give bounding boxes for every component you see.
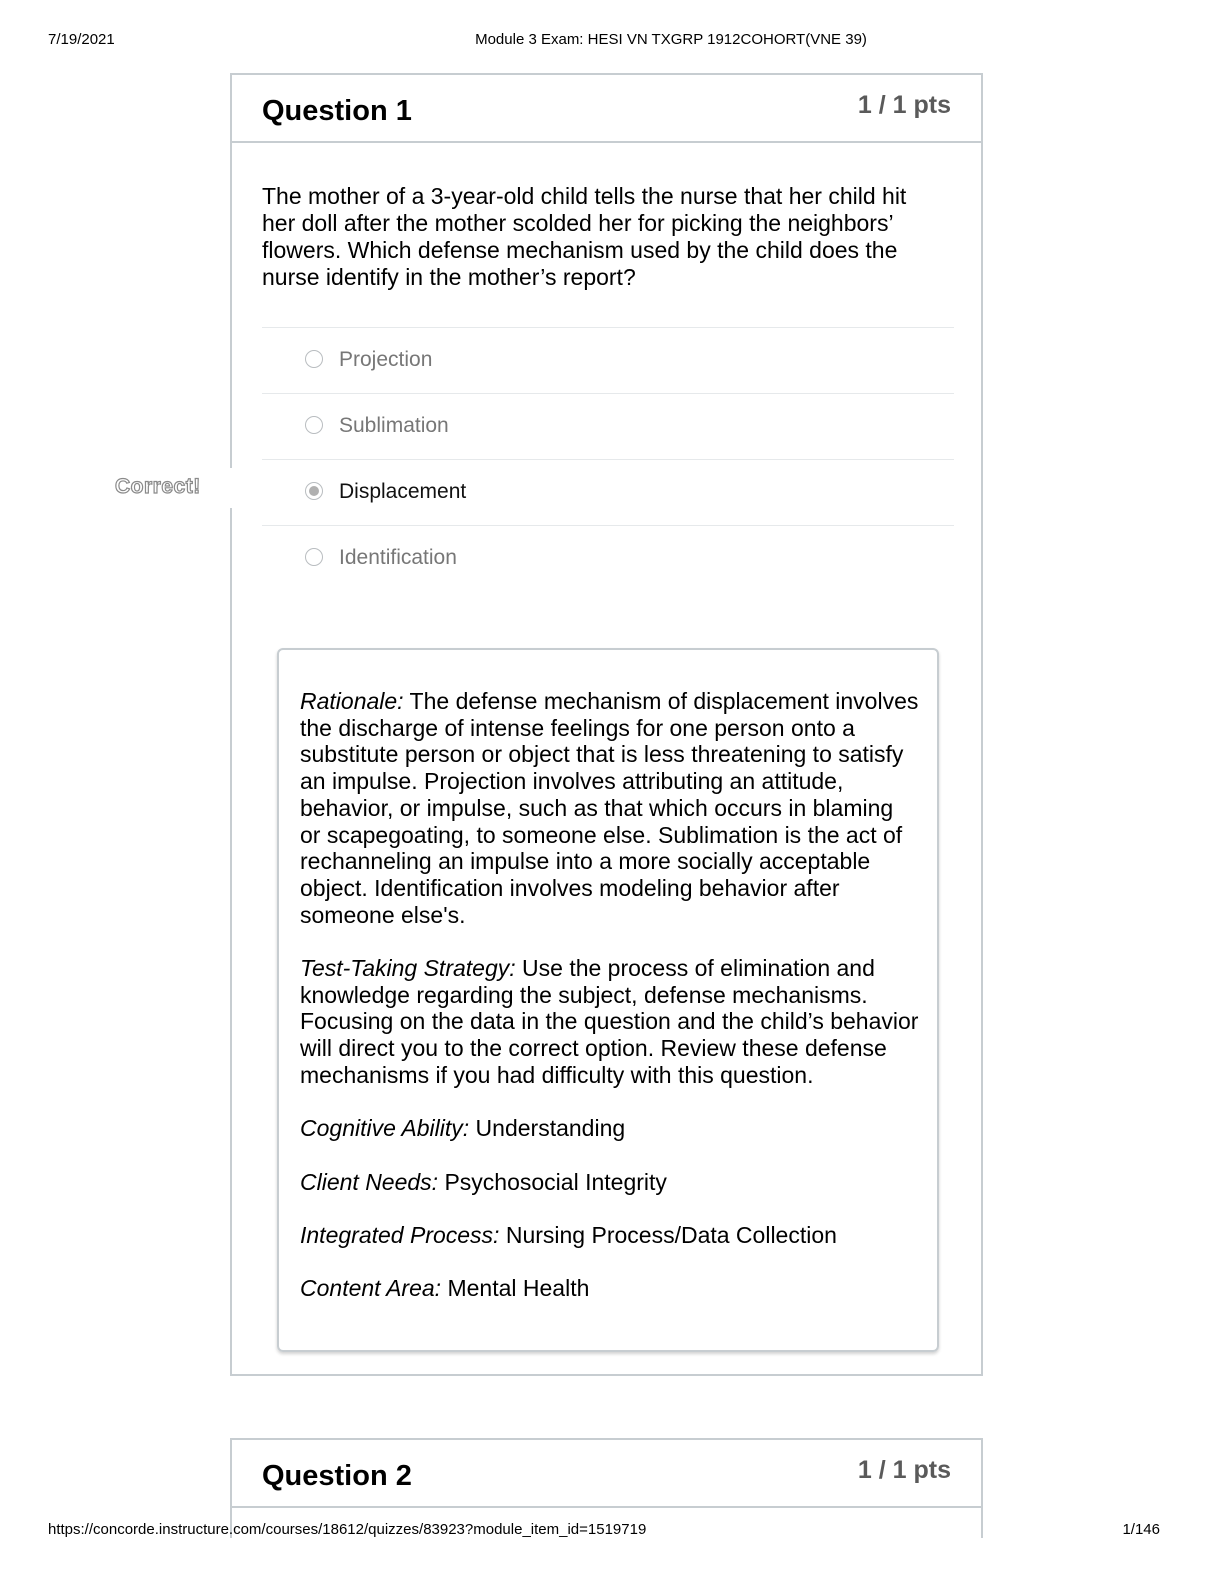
radio-button-icon[interactable] — [305, 548, 323, 566]
question-points: 1 / 1 pts — [857, 1456, 951, 1484]
answer-option[interactable] — [262, 525, 954, 591]
print-date: 7/19/2021 — [48, 31, 115, 48]
answer-label: Displacement — [339, 480, 467, 503]
rationale-text: The defense mechanism of displacement involves the discharge of intense feelings for one person onto a substitute person or object that is less threatening to satisfy an impulse. Projection involves attributing an attitude, behavior, or impulse, such as that which occurs in blaming or scapegoating, to someone else. Sublimation is the act of rechanneling an impulse into a more socially acceptable object. Identification involves modeling behavior after someone else's. — [300, 688, 919, 928]
correct-answer-flag: Correct! — [115, 475, 201, 498]
question-title: Question 1 — [262, 95, 412, 127]
radio-button-icon[interactable] — [305, 350, 323, 368]
process-paragraph — [300, 1222, 920, 1249]
answer-list — [262, 327, 954, 591]
content-area-text: Mental Health — [441, 1275, 590, 1302]
question-text: The mother of a 3-year-old child tells the nurse that her child hit her doll after the mother scolded her for picking the neighbors’ flowers. Which defense mechanism used by the child does the nurse identify in the mother’s report? — [262, 183, 907, 290]
rationale-paragraph — [300, 688, 920, 928]
cognitive-paragraph — [300, 1115, 920, 1142]
question-header — [232, 1440, 981, 1508]
process-text: Nursing Process/Data Collection — [499, 1222, 837, 1248]
print-url: https://concorde.instructure.com/courses/18612/quizzes/83923?module_item_id=1519719 — [48, 1521, 647, 1538]
client-needs-label: Client Needs: — [300, 1168, 439, 1195]
question-title: Question 2 — [262, 1460, 412, 1492]
rationale-body — [300, 688, 920, 1329]
strategy-text: Use the process of elimination and knowledge regarding the subject, defense mechanisms. Focusing on the data in the question and the child’s behavior will direct you to the correct option. Review these defense mechanisms if you had difficulty with this question. — [300, 955, 919, 1088]
strategy-paragraph — [300, 955, 920, 1089]
question-header — [232, 75, 981, 143]
rationale-label: Rationale: — [300, 688, 404, 714]
content-area-label: Content Area: — [300, 1275, 442, 1302]
flag-border-gap — [228, 468, 234, 508]
answer-label: Projection — [339, 348, 433, 371]
cognitive-text: Understanding — [469, 1115, 626, 1142]
print-page-number: 1/146 — [1122, 1521, 1160, 1538]
client-needs-paragraph — [300, 1169, 920, 1196]
process-label: Integrated Process: — [300, 1222, 500, 1248]
question-points: 1 / 1 pts — [857, 91, 951, 119]
radio-button-icon[interactable] — [305, 416, 323, 434]
rationale-box — [277, 648, 939, 1352]
question-card — [230, 73, 983, 1376]
answer-label: Sublimation — [339, 414, 449, 437]
client-needs-text: Psychosocial Integrity — [438, 1168, 667, 1195]
content-area-paragraph — [300, 1275, 920, 1302]
answer-label: Identification — [339, 546, 457, 569]
strategy-label: Test-Taking Strategy: — [300, 955, 516, 982]
print-title: Module 3 Exam: HESI VN TXGRP 1912COHORT(VNE 39) — [475, 31, 867, 48]
answer-option-selected[interactable] — [262, 459, 954, 525]
radio-button-selected-icon[interactable] — [305, 482, 323, 500]
answer-option[interactable] — [262, 327, 954, 393]
cognitive-label: Cognitive Ability: — [300, 1115, 470, 1142]
answer-option[interactable] — [262, 393, 954, 459]
